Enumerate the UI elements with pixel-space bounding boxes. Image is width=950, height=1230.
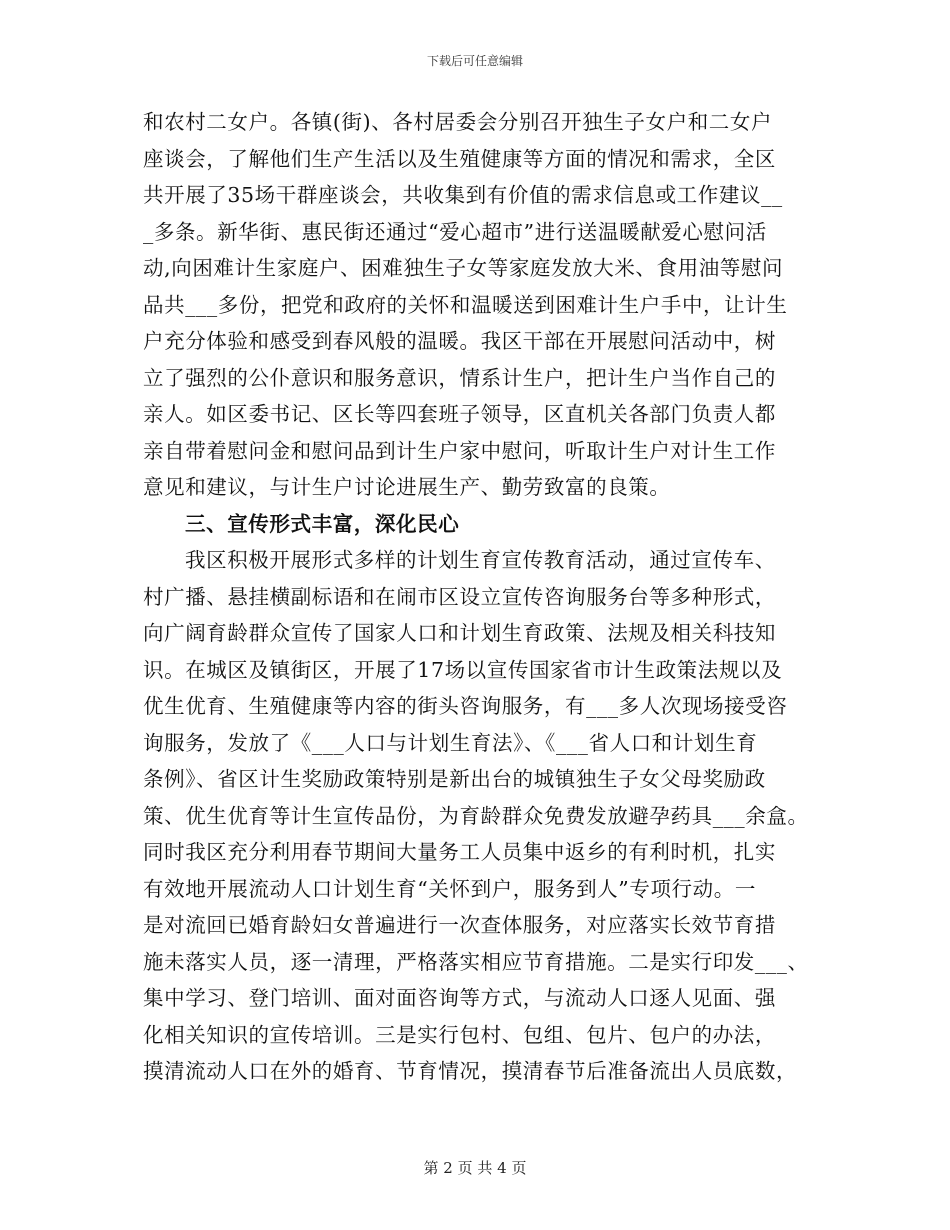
text-line: 动,向困难计生家庭户、困难独生子女等家庭发放大米、食用油等慰问: [143, 256, 784, 280]
page-header: 下载后可任意编辑: [426, 54, 523, 68]
page-footer: 第 2 页 共 4 页: [423, 1159, 527, 1177]
text-line: 品共___多份，把党和政府的关怀和温暖送到困难计生户手中，让计生: [143, 292, 788, 317]
text-line: 集中学习、登门培训、面对面咨询等方式，与流动人口逐人见面、强: [143, 986, 776, 1010]
text-line: 共开展了35场干群座谈会，共收集到有价值的需求信息或工作建议__: [143, 183, 783, 207]
text-line: 向广阔育龄群众宣传了国家人口和计划生育政策、法规及相关科技知: [143, 621, 776, 645]
text-line: 识。在城区及镇街区，开展了17场以宣传国家省市计生政策法规以及: [143, 657, 783, 682]
text-line: 优生优育、生殖健康等内容的街头咨询服务，有___多人次现场接受咨: [143, 694, 788, 718]
text-line: 摸清流动人口在外的婚育、节育情况，摸清春节后准备流出人员底数，: [143, 1059, 798, 1083]
text-line: 同时我区充分利用春节期间大量务工人员集中返乡的有利时机，扎实: [143, 840, 776, 864]
text-line: 化相关知识的宣传培训。三是实行包村、包组、包片、包户的办法，: [143, 1022, 776, 1047]
paragraph-first-line: 我区积极开展形式多样的计划生育宣传教育活动，通过宣传车、: [185, 548, 776, 572]
text-line: 户充分体验和感受到春风般的温暖。我区干部在开展慰问活动中，树: [143, 329, 776, 353]
text-line: 亲自带着慰问金和慰问品到计生户家中慰问，听取计生户对计生工作: [143, 438, 776, 463]
text-line: _多条。新华街、惠民街还通过“爱心超市”进行送温暖献爱心慰问活: [143, 219, 767, 244]
text-line: 意见和建议，与计生户讨论进展生产、勤劳致富的良策。: [143, 475, 671, 499]
text-line: 策、优生优育等计生宣传品份，为育龄群众免费发放避孕药具___余盒。: [143, 803, 809, 828]
text-line: 询服务，发放了《___人口与计划生育法》、《___省人口和计划生育: [143, 730, 758, 755]
text-line: 有效地开展流动人口计划生育“关怀到户，服务到人”专项行动。一: [143, 876, 756, 901]
text-line: 施未落实人员，逐一清理，严格落实相应节育措施。二是实行印发___、: [143, 949, 809, 974]
text-line: 亲人。如区委书记、区长等四套班子领导，区直机关各部门负责人都: [143, 402, 776, 426]
text-line: 和农村二女户。各镇(街)、各村居委会分别召开独生子女户和二女户: [143, 110, 773, 134]
text-line: 条例》、省区计生奖励政策特别是新出台的城镇独生子女父母奖励政: [143, 767, 766, 791]
document-body: [143, 104, 807, 1090]
text-line: 村广播、悬挂横副标语和在闹市区设立宣传咨询服务台等多种形式，: [143, 584, 776, 609]
section-heading: 三、宣传形式丰富，深化民心: [185, 511, 460, 536]
text-line: 是对流回已婚育龄妇女普遍进行一次查体服务，对应落实长效节育措: [143, 913, 776, 937]
text-line: 立了强烈的公仆意识和服务意识，情系计生户，把计生户当作自己的: [143, 365, 776, 390]
text-line: 座谈会，了解他们生产生活以及生殖健康等方面的情况和需求，全区: [143, 146, 776, 171]
